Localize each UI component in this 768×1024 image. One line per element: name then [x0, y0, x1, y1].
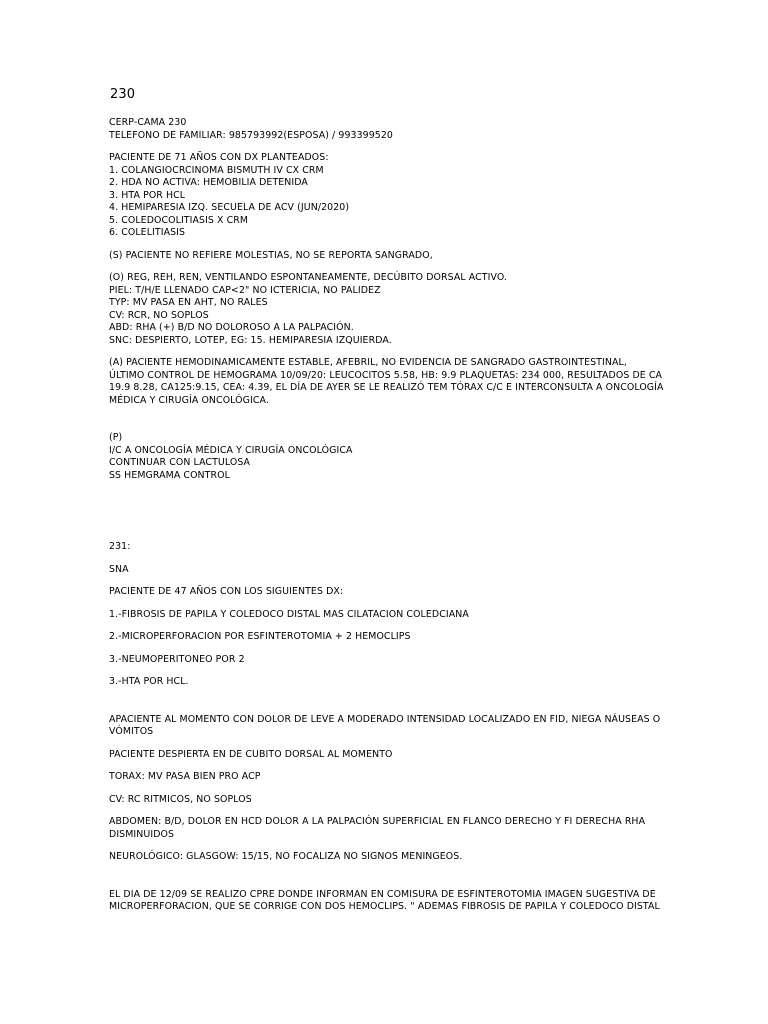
assessment-line: (A) PACIENTE HEMODINAMICAMENTE ESTABLE, AFEBRIL, NO EVIDENCIA DE SANGRADO GASTROINTESTINAL,: [109, 357, 627, 368]
document-heading: 230: [110, 87, 136, 102]
objective-line: (O) REG, REH, REN, VENTILANDO ESPONTANEAMENTE, DECÚBITO DORSAL ACTIVO.: [109, 272, 507, 283]
plan-line: SS HEMGRAMA CONTROL: [109, 469, 230, 481]
plan-line: CONTINUAR CON LACTULOSA: [109, 457, 251, 468]
objective-line: TYP: MV PASA EN AHT, NO RALES: [109, 297, 268, 308]
case-231-dx-item: 3.-NEUMOPERITONEO POR 2: [109, 653, 245, 665]
objective-line: ABD: RHA (+) B/D NO DOLOROSO A LA PALPACIÓN.: [109, 322, 354, 333]
objective-line: SNC: DESPIERTO, LOTEP, EG: 15. HEMIPARESIA IZQUIERDA.: [109, 334, 392, 346]
assessment-line: 19.9 8.28, CA125:9.15, CEA: 4.39, EL DÍA DE AYER SE LE REALIZÓ TEM TÓRAX C/C E INTERCONSULTA A ONCOLOGÍA: [109, 382, 664, 393]
clinical-notes-page: [109, 86, 664, 914]
case-231-dx-item: 1.-FIBROSIS DE PAPILA Y COLEDOCO DISTAL MAS CILATACION COLEDCIANA: [109, 608, 469, 620]
assessment-section: [109, 357, 664, 407]
case-231-abdomen-line: ABDOMEN: B/D, DOLOR EN HCD DOLOR A LA PALPACIÓN SUPERFICIAL EN FLANCO DERECHO Y FI DERECHA RHA: [109, 816, 646, 827]
problem-item: 6. COLELITIASIS: [109, 227, 186, 238]
problem-item: 2. HDA NO ACTIVA: HEMOBILIA DETENIDA: [109, 177, 308, 188]
case-231-dx-item: 2.-MICROPERFORACION POR ESFINTEROTOMIA + 2 HEMOCLIPS: [109, 631, 411, 642]
assessment-line: MÉDICA Y CIRUGÍA ONCOLÓGICA.: [109, 394, 269, 406]
plan-section: [109, 432, 657, 482]
case-231-sna: SNA: [109, 563, 129, 575]
case-231-procedure-line: EL DIA DE 12/09 SE REALIZO CPRE DONDE INFORMAN EN COMISURA DE ESFINTEROTOMIA IMAGEN SUGESTIVA DE: [109, 888, 656, 900]
case-231-subjective-line: APACIENTE AL MOMENTO CON DOLOR DE LEVE A MODERADO INTENSIDAD LOCALIZADO EN FID, NIEGA NÁUSEAS O: [109, 713, 661, 725]
objective-line: CV: RCR, NO SOPLOS: [109, 309, 209, 321]
problem-list: [109, 152, 657, 240]
case-231-subjective-line: VÓMITOS: [109, 726, 154, 737]
case-231-dx-item: 3.-HTA POR HCL.: [109, 676, 189, 687]
case-231-procedure-line: MICROPERFORACION, QUE SE CORRIGE CON DOS HEMOCLIPS. " ADEMAS FIBROSIS DE PAPILA Y COLEDOCO DISTAL: [109, 901, 660, 912]
subjective-note: (S) PACIENTE NO REFIERE MOLESTIAS, NO SE REPORTA SANGRADO,: [109, 249, 433, 261]
objective-section: [109, 272, 657, 347]
family-phone-line: TELEFONO DE FAMILIAR: 985793992(ESPOSA) / 993399520: [109, 129, 393, 141]
plan-line: (P): [109, 432, 123, 443]
case-231-position: PACIENTE DESPIERTA EN DE CUBITO DORSAL AL MOMENTO: [109, 748, 393, 760]
case-231-torax: TORAX: MV PASA BIEN PRO ACP: [109, 771, 261, 782]
case-231-intro: PACIENTE DE 47 AÑOS CON LOS SIGUIENTES DX:: [109, 586, 344, 597]
problem-item: 5. COLEDOCOLITIASIS X CRM: [109, 214, 249, 226]
assessment-line: ÚLTIMO CONTROL DE HEMOGRAMA 10/09/20: LEUCOCITOS 5.58, HB: 9.9 PLAQUETAS: 234 000, RESULTADOS DE CA: [109, 369, 663, 381]
problem-item: 3. HTA POR HCL: [109, 189, 186, 201]
patient-header: [109, 117, 657, 142]
problem-list-intro: PACIENTE DE 71 AÑOS CON DX PLANTEADOS:: [109, 152, 329, 163]
case-231-cv: CV: RC RITMICOS, NO SOPLOS: [109, 793, 252, 805]
bed-line: CERP-CAMA 230: [109, 117, 187, 128]
objective-line: PIEL: T/H/E LLENADO CAP<2" NO ICTERICIA, NO PALIDEZ: [109, 284, 381, 296]
problem-item: 1. COLANGIOCRCINOMA BISMUTH IV CX CRM: [109, 164, 324, 176]
case-231-section: [109, 541, 661, 914]
problem-item: 4. HEMIPARESIA IZQ. SECUELA DE ACV (JUN/2020): [109, 202, 350, 213]
case-231-header: 231:: [109, 541, 131, 552]
case-231-neuro: NEUROLÓGICO: GLASGOW: 15/15, NO FOCALIZA NO SIGNOS MENINGEOS.: [109, 851, 463, 862]
plan-line: I/C A ONCOLOGÍA MÉDICA Y CIRUGÍA ONCOLÓGICA: [109, 444, 353, 456]
case-231-abdomen-line: DISMINUIDOS: [109, 828, 175, 840]
